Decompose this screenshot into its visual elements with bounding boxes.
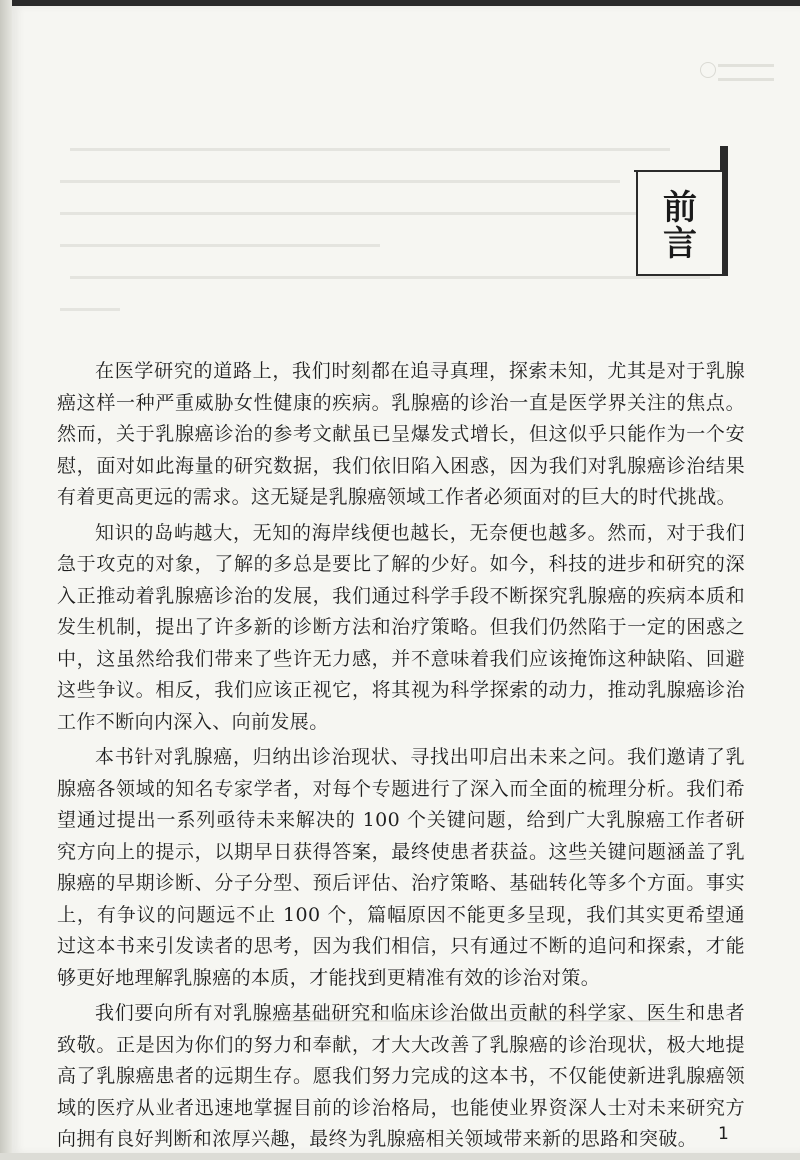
paragraph: 我们要向所有对乳腺癌基础研究和临床诊治做出贡献的科学家、医生和患者致敬。正是因为你们的努力和奉献，才大大改善了乳腺癌的诊治现状，极大地提高了乳腺癌患者的远期生存。愿我们努力完成的这本书，不仅能使新进乳腺癌领域的医疗从业者迅速地掌握目前的诊治格局，也能使业界资深人士对未来研究方向拥有良好判断和浓厚兴趣，最终为乳腺癌相关领域带来新的思路和突破。	[57, 1002, 745, 1150]
preface-body	[57, 356, 745, 1160]
ghost-header	[700, 60, 770, 98]
paragraph: 知识的岛屿越大，无知的海岸线便也越长，无奈便也越多。然而，对于我们急于攻克的对象，了解的多总是要比了解的少好。如今，科技的进步和研究的深入正推动着乳腺癌诊治的发展，我们通过科学手段不断探究乳腺癌的疾病本质和发生机制，提出了许多新的诊断方法和治疗策略。但我们仍然陷于一定的困惑之中，这虽然给我们带来了些许无力感，并不意味着我们应该掩饰这种缺陷、回避这些争议。相反，我们应该正视它，将其视为科学探索的动力，推动乳腺癌诊治工作不断向内深入、向前发展。	[57, 521, 745, 733]
page-number: 1	[718, 1124, 729, 1144]
book-spine-edge	[0, 0, 12, 1153]
paragraph: 在医学研究的道路上，我们时刻都在追寻真理，探索未知，尤其是对于乳腺癌这样一种严重威胁女性健康的疾病。乳腺癌的诊治一直是医学界关注的焦点。然而，关于乳腺癌诊治的参考文献虽已呈爆发式增长，但这似乎只能作为一个安慰，面对如此海量的研究数据，我们依旧陷入困惑，因为我们对乳腺癌诊治结果有着更高更远的需求。这无疑是乳腺癌领域工作者必须面对的巨大的时代挑战。	[57, 360, 745, 508]
page-title: 前言	[663, 188, 697, 264]
paragraph: 本书针对乳腺癌，归纳出诊治现状、寻找出叩启出未来之问。我们邀请了乳腺癌各领域的知名专家学者，对每个专题进行了深入而全面的梳理分析。我们希望通过提出一系列亟待未来解决的 100 个关键问题，给到广大乳腺癌工作者研究方向上的提示，以期早日获得答案，最终使患者获益。这些关键问题涵盖了乳腺癌的早期诊断、分子分型、预后评估、治疗策略、基础转化等多个方面。事实上，有争议的问题远不止 100 个，篇幅原因不能更多呈现，我们其实更希望通过这本书来引发读者的思考，因为我们相信，只有通过不断的追问和探索，才能够更好地理解乳腺癌的本质，才能找到更精准有效的诊治对策。	[57, 746, 745, 989]
